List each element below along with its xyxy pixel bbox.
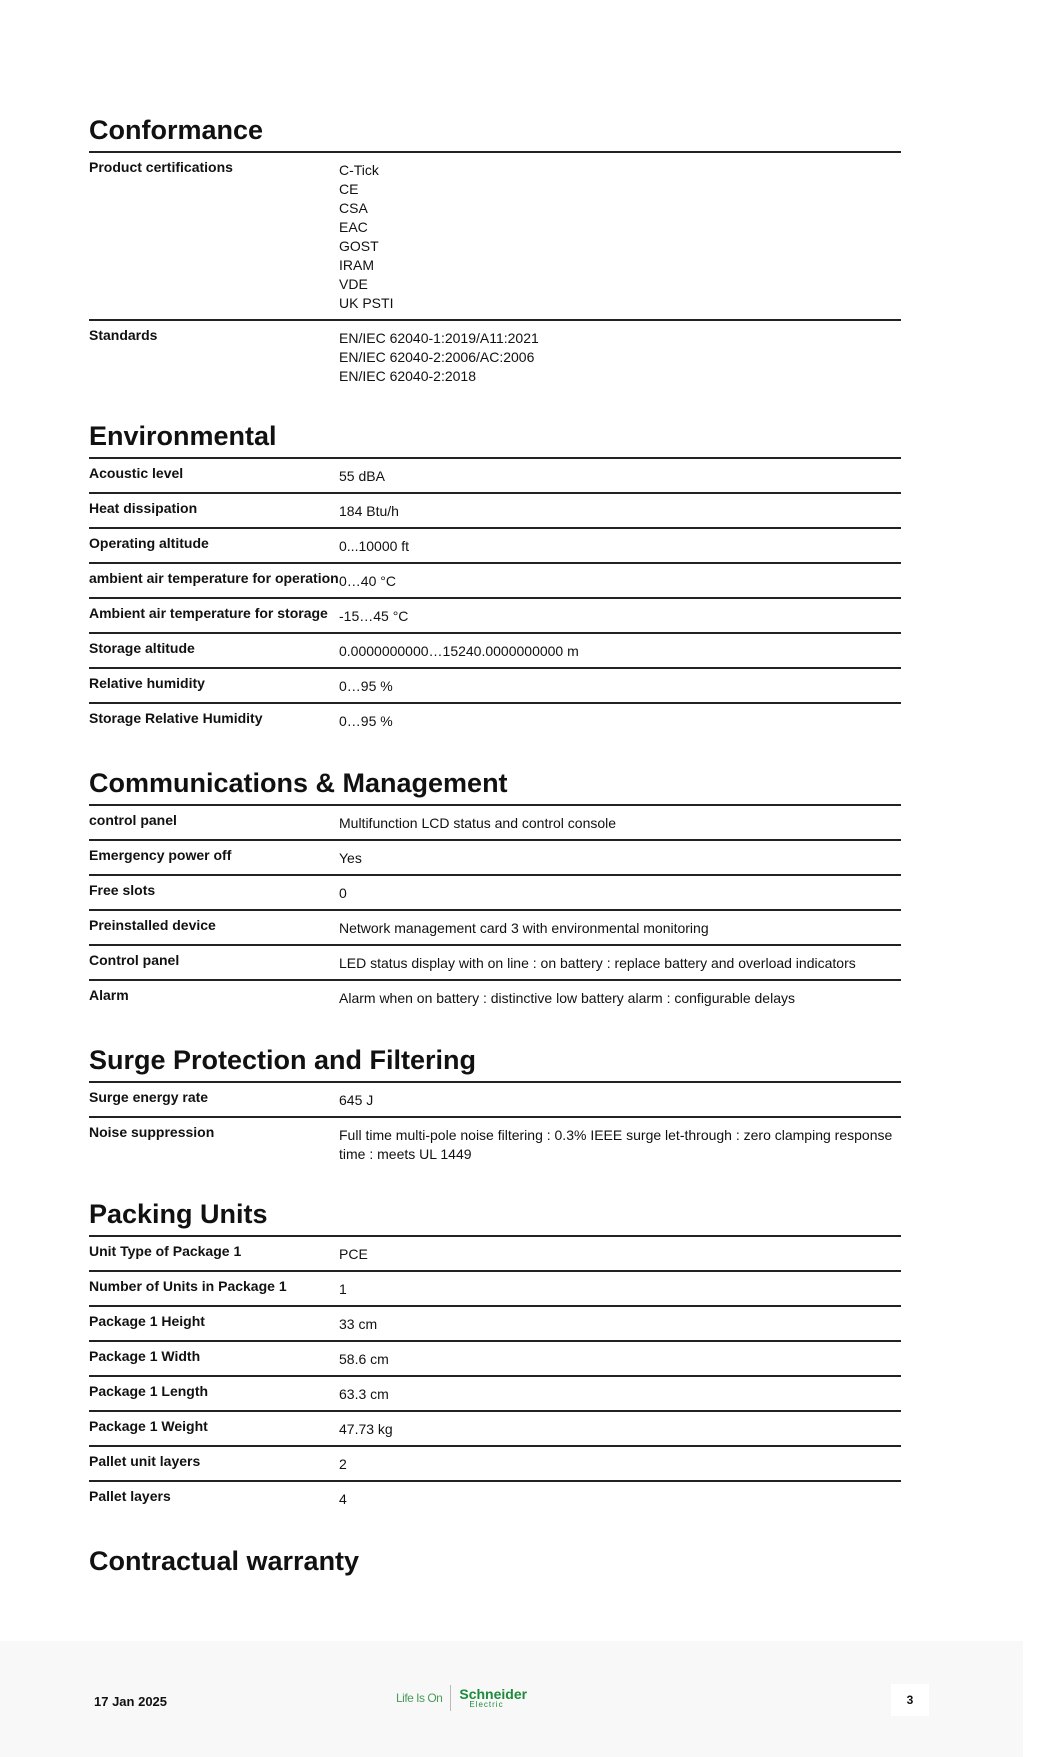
spec-label: Ambient air temperature for storage <box>89 605 328 621</box>
spec-value <box>339 1342 901 1375</box>
spec-value <box>339 321 901 392</box>
brand-sub: Electric <box>469 1700 504 1709</box>
spec-value <box>339 1412 901 1445</box>
spec-value-line: 33 cm <box>339 1316 378 1332</box>
spec-value-line: EAC <box>339 219 368 235</box>
spec-value-line: 0…40 °C <box>339 573 396 589</box>
footer-date: 17 Jan 2025 <box>94 1694 168 1709</box>
spec-label: Control panel <box>89 952 180 968</box>
spec-row <box>89 321 901 392</box>
spec-row <box>89 459 901 494</box>
spec-value <box>339 529 901 562</box>
spec-value <box>339 1447 901 1480</box>
spec-row <box>89 1412 901 1447</box>
spec-value <box>339 806 901 839</box>
spec-label: ambient air temperature for operation <box>89 570 339 586</box>
spec-value-line: Full time multi-pole noise filtering : 0.3% IEEE surge let-through : zero clamping response time : meets UL 1449 <box>339 1127 893 1162</box>
spec-value-line: VDE <box>339 276 368 292</box>
spec-value-line: UK PSTI <box>339 295 394 311</box>
section-communications-management <box>89 765 901 1016</box>
spec-value <box>339 1272 901 1305</box>
spec-row <box>89 1272 901 1307</box>
spec-value-line: 0…95 % <box>339 678 393 694</box>
spec-row <box>89 669 901 704</box>
spec-value <box>339 564 901 597</box>
spec-row <box>89 1447 901 1482</box>
spec-value <box>339 669 901 702</box>
spec-value-line: 0.0000000000…15240.0000000000 m <box>339 643 579 659</box>
life-is-on-tagline: Life Is On <box>396 1691 443 1705</box>
spec-value-line: EN/IEC 62040-1:2019/A11:2021 <box>339 330 539 346</box>
spec-row <box>89 529 901 564</box>
spec-value-line: Yes <box>339 850 362 866</box>
spec-value-line: Network management card 3 with environmental monitoring <box>339 920 709 936</box>
spec-value-line: 4 <box>339 1491 347 1507</box>
spec-value-line: IRAM <box>339 257 374 273</box>
datasheet-content <box>89 112 901 1608</box>
brand-wordmark <box>459 1687 527 1709</box>
spec-label: Product certifications <box>89 159 233 175</box>
section-title: Communications & Management <box>89 765 901 806</box>
spec-value-line: 58.6 cm <box>339 1351 389 1367</box>
spec-value <box>339 153 901 319</box>
spec-row <box>89 981 901 1016</box>
spec-row <box>89 704 901 739</box>
spec-value-line: 184 Btu/h <box>339 503 399 519</box>
section-conformance <box>89 112 901 392</box>
spec-label: Free slots <box>89 882 156 898</box>
spec-value <box>339 1083 901 1116</box>
section-title: Conformance <box>89 112 901 153</box>
spec-label: Package 1 Height <box>89 1313 205 1329</box>
spec-label: Pallet unit layers <box>89 1453 201 1469</box>
spec-row <box>89 1118 901 1170</box>
spec-value <box>339 1377 901 1410</box>
page-footer <box>0 1641 1023 1757</box>
spec-value-line: 47.73 kg <box>339 1421 393 1437</box>
spec-label: Noise suppression <box>89 1124 215 1140</box>
spec-value-line: 0…95 % <box>339 713 393 729</box>
spec-label: Emergency power off <box>89 847 232 863</box>
brand-name: Schneider <box>459 1686 528 1702</box>
spec-value-line: 2 <box>339 1456 347 1472</box>
spec-row <box>89 876 901 911</box>
spec-label: Storage altitude <box>89 640 195 656</box>
spec-row <box>89 841 901 876</box>
spec-value-line: 0...10000 ft <box>339 538 410 554</box>
spec-label: Unit Type of Package 1 <box>89 1243 242 1259</box>
spec-value <box>339 634 901 667</box>
spec-value-line: 1 <box>339 1281 347 1297</box>
spec-row <box>89 911 901 946</box>
spec-label: Package 1 Length <box>89 1383 209 1399</box>
spec-value <box>339 876 901 909</box>
section-title: Contractual warranty <box>89 1546 360 1576</box>
spec-value <box>339 704 901 739</box>
spec-row <box>89 1307 901 1342</box>
spec-label: Operating altitude <box>89 535 209 551</box>
spec-value-line: 0 <box>339 885 347 901</box>
spec-row <box>89 634 901 669</box>
spec-label: control panel <box>89 812 177 828</box>
spec-value-line: Multifunction LCD status and control console <box>339 815 617 831</box>
spec-value <box>339 981 901 1016</box>
spec-value-line: C-Tick <box>339 162 379 178</box>
spec-value-line: EN/IEC 62040-2:2018 <box>339 368 476 384</box>
spec-value-line: 55 dBA <box>339 468 385 484</box>
spec-value <box>339 1482 901 1517</box>
spec-row <box>89 946 901 981</box>
spec-value-line: Alarm when on battery : distinctive low battery alarm : configurable delays <box>339 990 795 1006</box>
section-environmental <box>89 418 901 739</box>
spec-label: Alarm <box>89 987 129 1003</box>
spec-label: Surge energy rate <box>89 1089 209 1105</box>
spec-row <box>89 1482 901 1517</box>
spec-row <box>89 1083 901 1118</box>
spec-row <box>89 599 901 634</box>
section-title: Environmental <box>89 418 901 459</box>
spec-value-line: GOST <box>339 238 379 254</box>
spec-value-line: -15…45 °C <box>339 608 409 624</box>
spec-row <box>89 494 901 529</box>
spec-value <box>339 1118 901 1170</box>
spec-value-line: CE <box>339 181 359 197</box>
spec-value <box>339 841 901 874</box>
section-contractual-warranty <box>89 1543 901 1582</box>
spec-value <box>339 911 901 944</box>
spec-row <box>89 1377 901 1412</box>
spec-value <box>339 946 901 979</box>
spec-label: Package 1 Weight <box>89 1418 208 1434</box>
spec-value-line: CSA <box>339 200 368 216</box>
spec-label: Storage Relative Humidity <box>89 710 263 726</box>
spec-value-line: LED status display with on line : on battery : replace battery and overload indicators <box>339 955 856 971</box>
spec-row <box>89 1237 901 1272</box>
spec-value <box>339 459 901 492</box>
spec-label: Package 1 Width <box>89 1348 201 1364</box>
spec-row <box>89 806 901 841</box>
spec-value <box>339 1307 901 1340</box>
section-packing-units <box>89 1196 901 1517</box>
spec-label: Number of Units in Package 1 <box>89 1278 287 1294</box>
logo-divider <box>450 1685 451 1711</box>
spec-value-line: PCE <box>339 1246 368 1262</box>
spec-label: Heat dissipation <box>89 500 198 516</box>
section-surge-protection-and-filtering <box>89 1042 901 1170</box>
schneider-logo <box>396 1685 527 1711</box>
spec-row <box>89 1342 901 1377</box>
spec-row <box>89 153 901 321</box>
spec-value-line: 645 J <box>339 1092 374 1108</box>
spec-value <box>339 494 901 527</box>
page-number: 3 <box>891 1684 929 1716</box>
section-title: Surge Protection and Filtering <box>89 1042 901 1083</box>
spec-label: Relative humidity <box>89 675 205 691</box>
spec-value-line: 63.3 cm <box>339 1386 389 1402</box>
section-title: Packing Units <box>89 1196 901 1237</box>
spec-label: Pallet layers <box>89 1488 171 1504</box>
spec-label: Standards <box>89 327 158 343</box>
spec-label: Preinstalled device <box>89 917 216 933</box>
spec-value <box>339 1237 901 1270</box>
spec-value <box>339 599 901 632</box>
spec-value-line: EN/IEC 62040-2:2006/AC:2006 <box>339 349 535 365</box>
spec-row <box>89 564 901 599</box>
spec-label: Acoustic level <box>89 465 184 481</box>
